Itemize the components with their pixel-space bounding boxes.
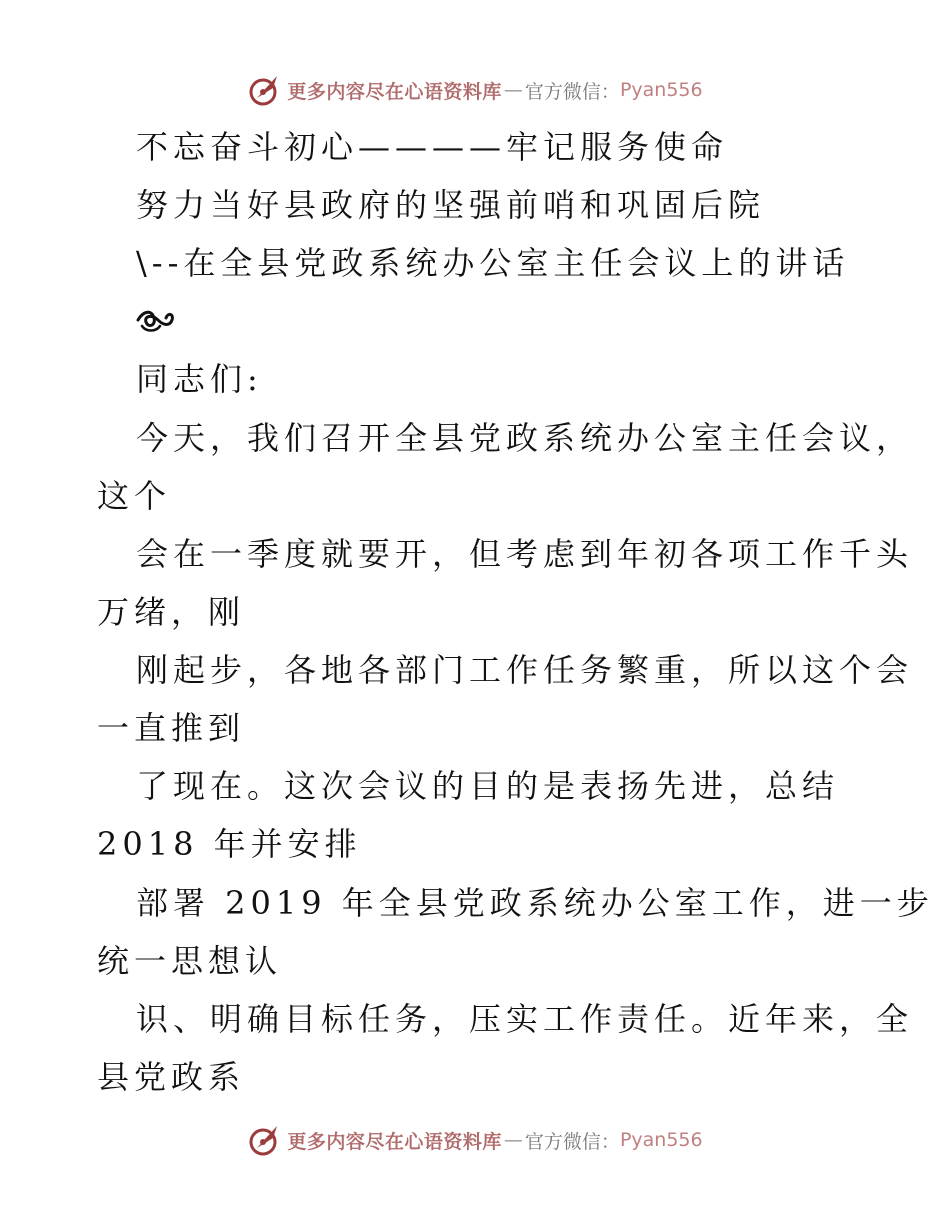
quill-logo-icon [247, 1122, 283, 1158]
flourish-ornament-icon [136, 306, 176, 336]
watermark-text: 更多内容尽在心语资料库 [287, 80, 502, 103]
greeting: 同志们: [136, 360, 263, 398]
paragraph-line: 2018 年并安排 [97, 825, 362, 863]
paragraph-line: 县党政系 [97, 1058, 246, 1096]
paragraph-line: 一直推到 [97, 709, 246, 747]
watermark-label: 官方微信： [524, 1130, 620, 1153]
paragraph-line: 统一思想认 [97, 942, 283, 980]
watermark-text: 更多内容尽在心语资料库 [287, 1130, 502, 1153]
paragraph-line: 今天，我们召开全县党政系统办公室主任会议， [136, 419, 914, 457]
paragraph-line: 识、明确目标任务，压实工作责任。近年来，全 [136, 1000, 914, 1038]
paragraph-line: 刚起步，各地各部门工作任务繁重，所以这个会 [136, 651, 914, 689]
title-line-3: \--在全县党政系统办公室主任会议上的讲话 [136, 244, 850, 282]
watermark-dash: — [503, 79, 523, 101]
paragraph-line: 这个 [97, 477, 172, 515]
watermark-label: 官方微信： [524, 80, 620, 103]
watermark-banner-bottom [0, 1120, 950, 1160]
watermark-dash: — [503, 1129, 523, 1151]
title-line-2: 努力当好县政府的坚强前哨和巩固后院 [136, 186, 766, 224]
watermark-id: Pyan556 [619, 1129, 703, 1151]
title-line-1: 不忘奋斗初心————牢记服务使命 [136, 128, 729, 166]
quill-logo-icon [247, 72, 283, 108]
paragraph-line: 部署 2019 年全县党政系统办公室工作，进一步 [136, 884, 934, 922]
watermark-id: Pyan556 [619, 79, 703, 101]
paragraph-line: 了现在。这次会议的目的是表扬先进，总结 [136, 767, 840, 805]
paragraph-line: 会在一季度就要开，但考虑到年初各项工作千头 [136, 535, 914, 573]
watermark-banner-top [0, 70, 950, 110]
paragraph-line: 万绪，刚 [97, 593, 246, 631]
